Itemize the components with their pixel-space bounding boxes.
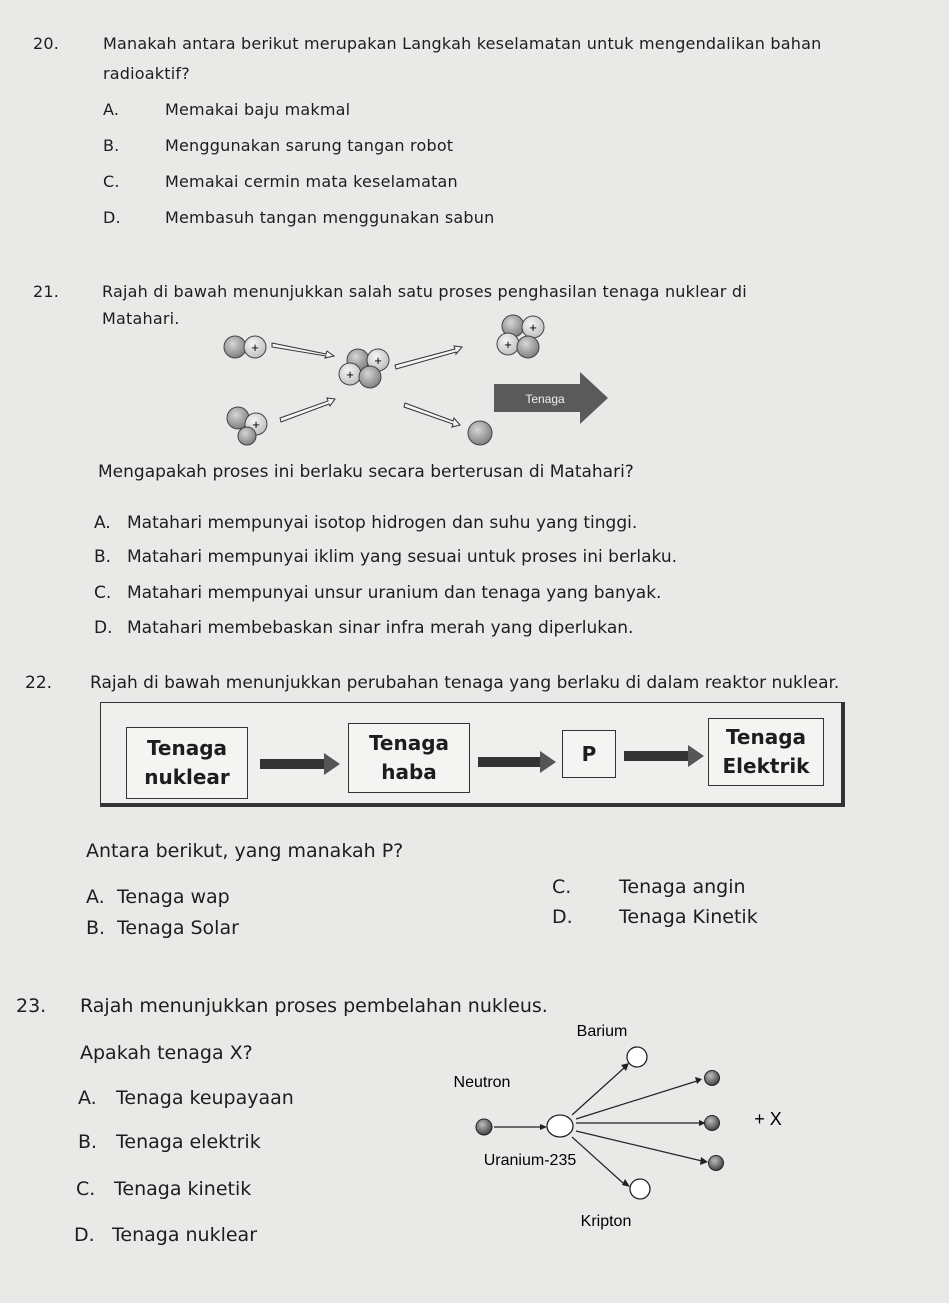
incoming-neutron (476, 1119, 492, 1135)
box-line1: Tenaga (146, 736, 228, 760)
energy-box-p (562, 730, 616, 778)
q22-option-c-text[interactable]: Tenaga angin (619, 876, 746, 898)
q22-option-c-letter: C. (552, 876, 572, 898)
uranium-nucleus (547, 1115, 573, 1137)
q22-option-b-letter: B. (86, 917, 106, 939)
q20-option-c-text[interactable]: Memakai cermin mata keselamatan (165, 172, 458, 191)
deuterium-nucleus-top (224, 336, 266, 358)
q20-option-b-text[interactable]: Menggunakan sarung tangan robot (165, 136, 454, 155)
q22-question: Antara berikut, yang manakah P? (86, 840, 404, 862)
q23-number: 23. (16, 995, 47, 1017)
box-line1: P (581, 741, 597, 766)
released-neutron (468, 421, 492, 445)
energy-box-nuclear (126, 727, 248, 799)
svg-text:+: + (374, 353, 382, 368)
released-neutron-1 (705, 1071, 720, 1086)
deuterium-nucleus-bottom (227, 407, 267, 445)
arrow-to-helium4 (395, 346, 462, 369)
energy-box-electric (708, 718, 824, 786)
fusion-diagram (210, 310, 610, 460)
box-line2: nuklear (144, 765, 230, 789)
q21-option-c-text[interactable]: Matahari mempunyai unsur uranium dan tenaga yang banyak. (127, 583, 662, 603)
box-line2: Elektrik (722, 754, 810, 778)
kripton-label: Kripton (580, 1213, 632, 1230)
q22-number: 22. (25, 673, 53, 693)
neutron-label: Neutron (453, 1074, 511, 1091)
q20-option-d-letter: D. (103, 208, 121, 227)
q21-option-d-text[interactable]: Matahari membebaskan sinar infra merah yang diperlukan. (127, 618, 634, 638)
q23-option-d-letter: D. (74, 1224, 95, 1246)
q21-option-b-letter: B. (94, 547, 112, 567)
helium3-nucleus (339, 349, 389, 388)
q21-option-b-text[interactable]: Matahari mempunyai iklim yang sesuai untuk proses ini berlaku. (127, 547, 678, 567)
q22-option-b-text[interactable]: Tenaga Solar (117, 917, 239, 939)
energy-box-heat (348, 723, 470, 793)
chain-arrow-3 (624, 744, 706, 768)
barium-nucleus (627, 1047, 647, 1067)
q20-option-a-letter: A. (103, 100, 120, 119)
energy-arrow (494, 372, 608, 424)
q20-option-b-letter: B. (103, 136, 120, 155)
energy-label: Tenaga (525, 392, 565, 406)
q23-option-c-text[interactable]: Tenaga kinetik (114, 1178, 252, 1200)
arrow-bottom-to-center (280, 398, 335, 422)
box-line1: Tenaga (368, 731, 450, 755)
q20-number: 20. (33, 34, 60, 53)
released-neutron-3 (709, 1156, 724, 1171)
box-line1: Tenaga (725, 725, 807, 749)
released-neutron-2 (705, 1116, 720, 1131)
q23-option-b-letter: B. (78, 1131, 98, 1153)
svg-text:+: + (346, 367, 354, 382)
q20-option-c-letter: C. (103, 172, 120, 191)
uranium-label: Uranium-235 (483, 1152, 577, 1169)
q23-option-c-letter: C. (76, 1178, 96, 1200)
chain-arrow-2 (478, 750, 558, 774)
q21-stem-line1: Rajah di bawah menunjukkan salah satu proses penghasilan tenaga nuklear di (102, 282, 747, 301)
barium-label: Barium (576, 1023, 628, 1040)
q21-stem-line2: Matahari. (102, 309, 180, 328)
arrow-to-helium3 (272, 343, 334, 358)
plus-x-label: + X (754, 1109, 782, 1129)
arrow-to-neutron (404, 403, 460, 427)
svg-text:+: + (252, 417, 260, 432)
helium4-nucleus (497, 315, 544, 358)
q21-option-c-letter: C. (94, 583, 112, 603)
svg-text:+: + (504, 337, 512, 352)
q20-stem-line2: radioaktif? (103, 64, 190, 83)
q23-option-d-text[interactable]: Tenaga nuklear (112, 1224, 258, 1246)
q20-option-d-text[interactable]: Membasuh tangan menggunakan sabun (165, 208, 495, 227)
q23-question: Apakah tenaga X? (80, 1042, 253, 1064)
q22-stem: Rajah di bawah menunjukkan perubahan tenaga yang berlaku di dalam reaktor nuklear. (90, 673, 840, 693)
q20-stem-line1: Manakah antara berikut merupakan Langkah keselamatan untuk mengendalikan bahan (103, 34, 822, 53)
q22-option-d-text[interactable]: Tenaga Kinetik (619, 906, 758, 928)
q23-option-a-text[interactable]: Tenaga keupayaan (116, 1087, 294, 1109)
q21-option-d-letter: D. (94, 618, 113, 638)
kripton-nucleus (630, 1179, 650, 1199)
fission-diagram (440, 1015, 820, 1235)
q21-option-a-text[interactable]: Matahari mempunyai isotop hidrogen dan suhu yang tinggi. (127, 513, 638, 533)
box-line2: haba (381, 760, 437, 784)
q23-option-b-text[interactable]: Tenaga elektrik (116, 1131, 261, 1153)
q22-option-a-text[interactable]: Tenaga wap (117, 886, 230, 908)
q20-option-a-text[interactable]: Memakai baju makmal (165, 100, 351, 119)
proton-plus: + (251, 340, 259, 355)
svg-text:+: + (529, 320, 537, 335)
q23-stem: Rajah menunjukkan proses pembelahan nukleus. (80, 995, 548, 1017)
q21-option-a-letter: A. (94, 513, 111, 533)
q21-question: Mengapakah proses ini berlaku secara berterusan di Matahari? (98, 462, 634, 482)
q22-option-d-letter: D. (552, 906, 573, 928)
chain-arrow-1 (260, 752, 342, 776)
q21-number: 21. (33, 282, 60, 301)
q23-option-a-letter: A. (78, 1087, 97, 1109)
q22-option-a-letter: A. (86, 886, 105, 908)
